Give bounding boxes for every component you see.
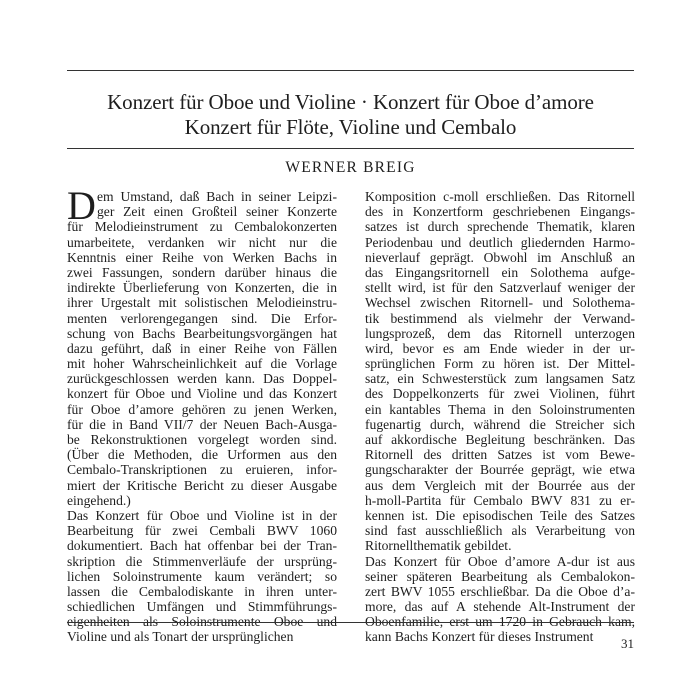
text-line: lichen Soloinstrumente kaum verändert; so bbox=[67, 568, 337, 584]
text-line: Violine und als Tonart der ursprünglichen bbox=[67, 629, 294, 645]
text-line: zert BWV 1055 erschließbar. Da die Oboe d’a- bbox=[365, 583, 635, 599]
text-line: fugenartig durch, während die Streicher sich bbox=[365, 416, 635, 432]
intro-line: ger Zeit einen Großteil seiner Konzerte bbox=[97, 204, 337, 220]
text-line: auf akkordische Begleitung beschränken. Das bbox=[365, 432, 635, 447]
title-bottom-rule bbox=[67, 148, 634, 149]
text-line: mit hoher Wahrscheinlichkeit auf die Vorlage bbox=[67, 356, 337, 372]
left-body-text bbox=[67, 219, 337, 644]
text-line: des in Konzertform geschriebenen Eingangs- bbox=[365, 204, 635, 220]
text-line: h-moll-Partita für Cembalo BWV 831 zu er- bbox=[365, 492, 635, 508]
text-line: ihrer Urgestalt mit solistischen Melodieinstru- bbox=[67, 295, 337, 311]
text-line: seiner späteren Bearbeitung als Cembalokon- bbox=[365, 568, 635, 584]
text-line: für Melodieinstrument zu Cembalokonzerten bbox=[67, 219, 337, 235]
text-line: lassen die Cembalodiskante in ihren unter- bbox=[67, 583, 337, 599]
text-line: umarbeitete, verdanken wir nicht nur die bbox=[67, 234, 337, 250]
text-line: Bearbeitung für zwei Cembali BWV 1060 bbox=[67, 523, 337, 539]
text-line: wird, bevor es am Ende wieder in der ur- bbox=[365, 340, 635, 356]
top-rule bbox=[67, 70, 634, 71]
text-line: Wechsel zwischen Ritornell- und Solothema- bbox=[365, 295, 635, 311]
right-body-text bbox=[365, 189, 635, 645]
text-line: schiedlichen Umfängen und Stimmführungs- bbox=[67, 599, 337, 615]
text-line: eigenheiten als Soloinstrumente Oboe und bbox=[67, 614, 337, 630]
text-line: more, das auf A stehende Alt-Instrument der bbox=[365, 599, 635, 615]
text-line: schung von Bachs Bearbeitungsvorgängen hat bbox=[67, 325, 337, 341]
right-column bbox=[365, 189, 635, 645]
text-line: kennen ist. Die episodischen Teile des Satzes bbox=[365, 507, 635, 523]
text-line: nieverlauf geprägt. Obwohl im Anschluß an bbox=[365, 249, 635, 265]
title-line-1: Konzert für Oboe und Violine · Konzert für Oboe d’amore bbox=[107, 90, 594, 114]
text-line: satz, ein Schwesterstück zum langsamen Satz bbox=[365, 371, 635, 387]
text-line: Oboenfamilie, erst um 1720 in Gebrauch kam, bbox=[365, 614, 635, 630]
text-line: skription die Stimmenverläufe der ursprüng- bbox=[67, 553, 337, 569]
text-line: menten verlorengegangen sind. Die Erfor- bbox=[67, 310, 337, 326]
text-line: zwei Fassungen, sondern darüber hinaus die bbox=[67, 264, 337, 280]
dropcap: D bbox=[67, 183, 96, 228]
text-line: des Doppelkonzerts für zwei Violinen, führt bbox=[365, 386, 635, 402]
text-line: Cembalo-Transkriptionen zu eruieren, infor- bbox=[67, 462, 337, 478]
text-line: lungsprozeß, dem das Ritornell unterzogen bbox=[365, 325, 635, 341]
text-line: für die in Band VII/7 der Neuen Bach-Ausga- bbox=[67, 416, 337, 432]
text-line: Ritornell des dritten Satzes ist vom Bewe- bbox=[365, 447, 635, 463]
text-line: satzes ist durch sprechende Thematik, klaren bbox=[365, 219, 635, 235]
text-line: Das Konzert für Oboe d’amore A-dur ist aus bbox=[365, 553, 635, 569]
text-line: zurückgeschlossen werden kann. Das Doppel- bbox=[67, 371, 337, 387]
text-line: (Über die Methoden, die Urformen aus den bbox=[67, 447, 337, 463]
intro-line: em Umstand, daß Bach in seiner Leipzi- bbox=[97, 189, 337, 204]
text-line: Ritornellthematik gebildet. bbox=[365, 538, 512, 554]
text-line: miert der Kritische Bericht zu dieser Ausgabe bbox=[67, 477, 337, 493]
text-line: aus dem Vergleich mit der Bourrée aus der bbox=[365, 477, 635, 493]
text-line: für Oboe d’amore gehören zu jenen Werken, bbox=[67, 401, 337, 417]
text-line: das Eingangsritornell ein Solothema aufge- bbox=[365, 264, 635, 280]
author-name: WERNER BREIG bbox=[285, 159, 416, 176]
text-line: sind fast ausschließlich als Verarbeitung von bbox=[365, 523, 635, 539]
text-line: indirekte Überlieferung von Konzerten, die in bbox=[67, 280, 337, 296]
text-line: dokumentiert. Bach hat offenbar bei der Tran- bbox=[67, 538, 337, 554]
text-line: Das Konzert für Oboe und Violine ist in der bbox=[67, 507, 337, 523]
text-line: be Rekonstruktionen vorgelegt worden sind. bbox=[67, 432, 337, 447]
title-line-2: Konzert für Flöte, Violine und Cembalo bbox=[184, 115, 517, 139]
text-line: Komposition c-moll erschließen. Das Ritornell bbox=[365, 189, 635, 204]
bottom-rule bbox=[67, 622, 634, 623]
left-column bbox=[67, 183, 337, 645]
text-line: konzert für Oboe und Violine und das Konzert bbox=[67, 386, 337, 402]
text-line: stellt wird, ist für den Satzverlauf weniger der bbox=[365, 280, 635, 296]
text-line: ein kantables Thema in den Soloinstrumenten bbox=[365, 401, 635, 417]
text-line: gungscharakter der Bourrée geprägt, wie etwa bbox=[365, 462, 635, 478]
text-line: sprünglichen Form zu hören ist. Der Mittel- bbox=[365, 356, 635, 372]
text-line: tik bestimmend als vielmehr der Verwand- bbox=[365, 310, 635, 326]
text-line: kann Bachs Konzert für dieses Instrument bbox=[365, 629, 594, 645]
text-line: eingehend.) bbox=[67, 492, 131, 508]
page-number: 31 bbox=[621, 636, 634, 651]
text-line: Kenntnis einer Reihe von Werken Bachs in bbox=[67, 249, 337, 265]
text-line: dazu geführt, daß in einer Reihe von Fällen bbox=[67, 340, 337, 356]
text-line: Periodenbau und deutlich gliedernden Harmo- bbox=[365, 234, 635, 250]
